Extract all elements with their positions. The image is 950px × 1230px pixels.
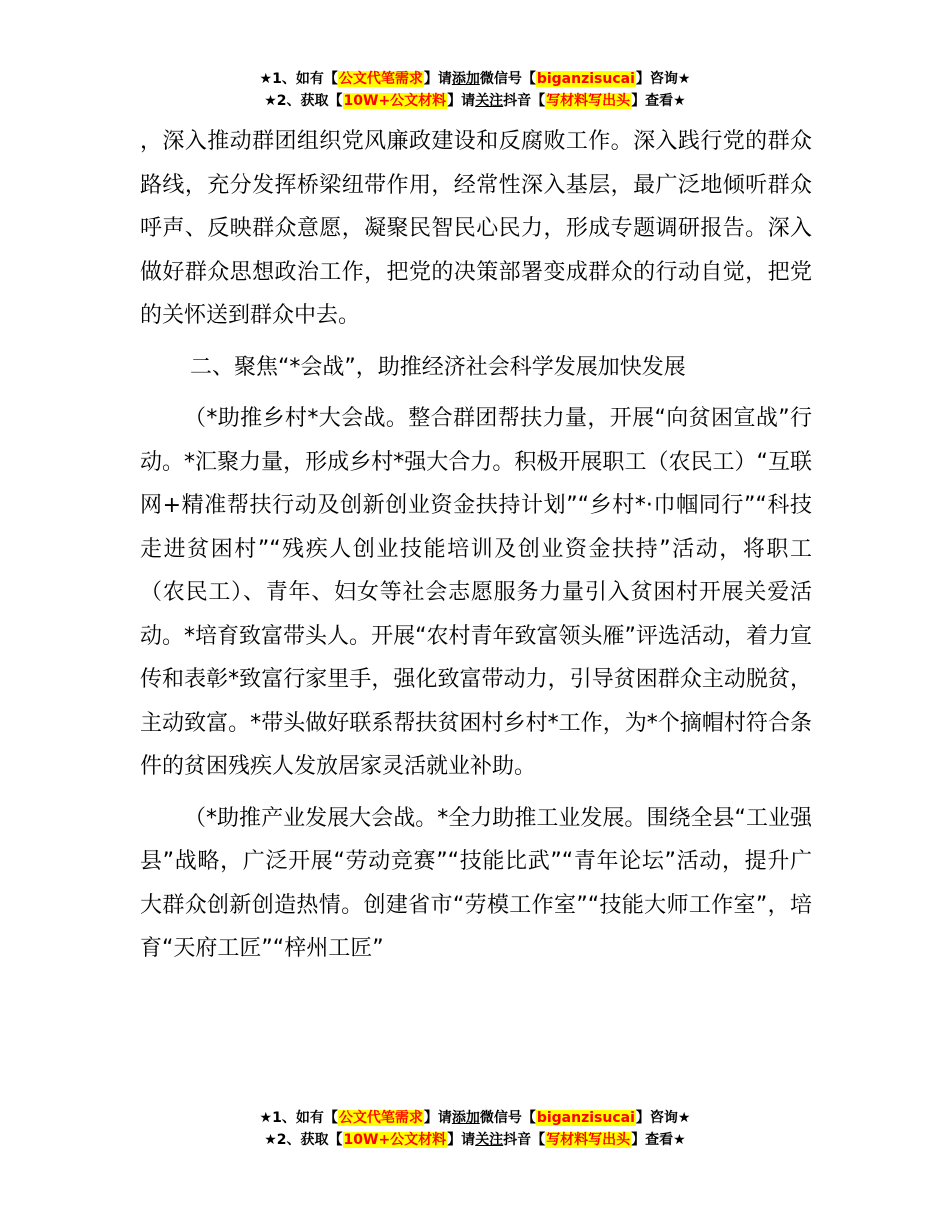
document-body [140,120,812,971]
highlight-wechat-id: biganzisucai [536,1110,635,1126]
banner-underlined-text: 关注 [475,1132,504,1148]
banner-line-2 [0,1129,950,1151]
highlight-douyin-account: 写材料写出头 [546,93,631,109]
banner-underlined-text: 关注 [475,93,504,109]
banner-text: 】咨询★ [635,1110,691,1126]
banner-text: ★2、获取【 [264,1132,343,1148]
section-heading: 二、聚焦“*会战”，助推经济社会科学发展加快发展 [190,354,686,380]
banner-line-1 [0,1107,950,1129]
banner-line-1 [0,68,950,90]
paragraph-industry-campaign: （*助推产业发展大会战。*全力助推工业发展。围绕全县“工业强县”战略，广泛开展“劳动竞赛”“技能比武”“青年论坛”活动，提升广大群众创新创造热情。创建省市“劳模工作室”“技能大师工作室”，培育“天府工匠”“梓州工匠” [140,805,812,961]
banner-text: ★2、获取【 [264,93,343,109]
banner-line-2 [0,90,950,112]
banner-text: ★1、如有【 [259,1110,338,1126]
banner-text: 】请 [447,1132,476,1148]
banner-text: 】咨询★ [635,71,691,87]
header-banner [0,68,950,112]
footer-banner [0,1107,950,1151]
highlight-materials: 10W+公文材料 [343,93,447,109]
banner-underlined-text: 添加 [451,1110,480,1126]
highlight-service: 公文代笔需求 [338,71,423,87]
banner-text: 微信号【 [479,71,536,87]
highlight-materials: 10W+公文材料 [343,1132,447,1148]
banner-text: 】请 [423,71,452,87]
banner-text: 】请 [423,1110,452,1126]
highlight-douyin-account: 写材料写出头 [546,1132,631,1148]
banner-text: 抖音【 [503,93,546,109]
banner-underlined-text: 添加 [451,71,480,87]
banner-text: 微信号【 [479,1110,536,1126]
paragraph-rural-campaign: （*助推乡村*大会战。整合群团帮扶力量，开展“向贫困宣战”行动。*汇聚力量，形成乡村*强大合力。积极开展职工（农民工）“互联网+精准帮扶行动及创新创业资金扶持计划”“乡村*·巾帼同行”“科技走进贫困村”“残疾人创业技能培训及创业资金扶持”活动，将职工（农民工）、青年、妇女等社会志愿服务力量引入贫困村开展关爱活动。*培育致富带头人。开展“农村青年致富领头雁”评选活动，着力宣传和表彰*致富行家里手，强化致富带动力，引导贫困群众主动脱贫，主动致富。*带头做好联系帮扶贫困村乡村*工作，为*个摘帽村符合条件的贫困残疾人发放居家灵活就业补助。 [140,406,813,779]
banner-text: ★1、如有【 [259,71,338,87]
banner-text: 】查看★ [631,93,686,109]
banner-text: 】查看★ [631,1132,686,1148]
highlight-wechat-id: biganzisucai [536,71,635,87]
banner-text: 】请 [447,93,476,109]
highlight-service: 公文代笔需求 [338,1110,423,1126]
banner-text: 抖音【 [503,1132,546,1148]
paragraph-continuation: ，深入推动群团组织党风廉政建设和反腐败工作。深入践行党的群众路线，充分发挥桥梁纽带作用，经常性深入基层，最广泛地倾听群众呼声、反映群众意愿，凝聚民智民心民力，形成专题调研报告。深入做好群众思想政治工作，把党的决策部署变成群众的行动自觉，把党的关怀送到群众中去。 [140,129,812,328]
